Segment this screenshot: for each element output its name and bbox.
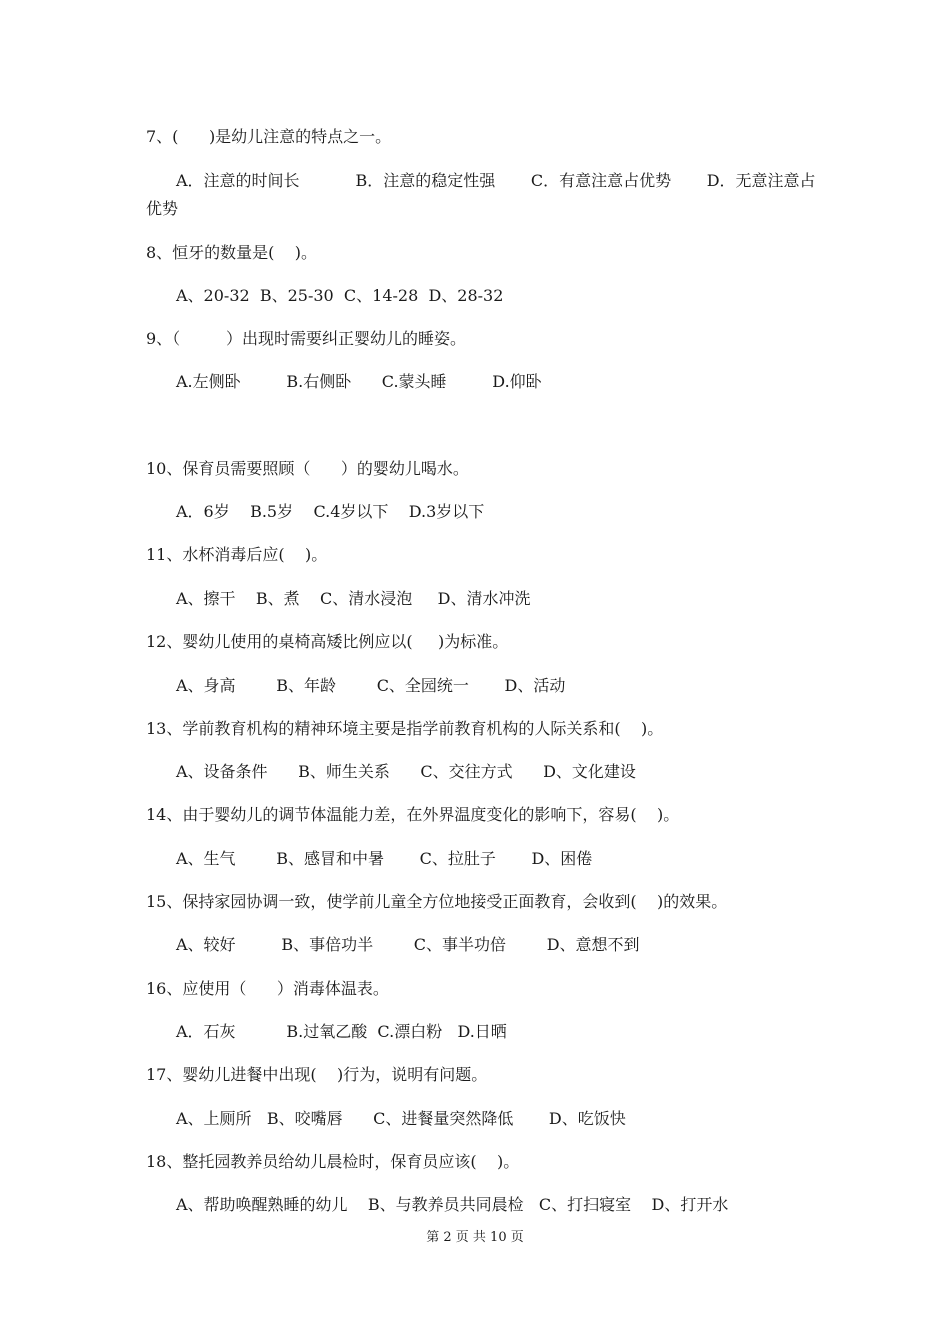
question-11: 11、水杯消毒后应( )。	[146, 545, 328, 564]
question-18-options: A、帮助唤醒熟睡的幼儿 B、与教养员共同晨检 C、打扫寝室 D、打开水	[176, 1195, 729, 1214]
question-9: 9、（ ）出现时需要纠正婴幼儿的睡姿。	[146, 329, 466, 348]
question-13: 13、学前教育机构的精神环境主要是指学前教育机构的人际关系和( )。	[146, 719, 664, 738]
question-15-options: A、较好 B、事倍功半 C、事半功倍 D、意想不到	[176, 935, 640, 954]
page-footer: 第 2 页 共 10 页	[426, 1230, 524, 1245]
question-16: 16、应使用（ ）消毒体温表。	[146, 979, 389, 998]
question-17: 17、婴幼儿进餐中出现( )行为，说明有问题。	[146, 1065, 488, 1084]
question-12: 12、婴幼儿使用的桌椅高矮比例应以( )为标准。	[146, 632, 509, 651]
question-10: 10、保育员需要照顾（ ）的婴幼儿喝水。	[146, 459, 469, 478]
question-10-options: A．6岁 B.5岁 C.4岁以下 D.3岁以下	[176, 502, 485, 521]
question-18: 18、整托园教养员给幼儿晨检时，保育员应该( )。	[146, 1152, 520, 1171]
question-13-options: A、设备条件 B、师生关系 C、交往方式 D、文化建设	[176, 762, 636, 781]
question-7: 7、( )是幼儿注意的特点之一。	[146, 127, 392, 146]
question-12-options: A、身高 B、年龄 C、全园统一 D、活动	[176, 676, 566, 695]
question-7-options: A．注意的时间长 B．注意的稳定性强 C．有意注意占优势 D．无意注意占	[176, 171, 816, 190]
question-8: 8、恒牙的数量是( )。	[146, 243, 318, 262]
question-15: 15、保持家园协调一致，使学前儿童全方位地接受正面教育，会收到( )的效果。	[146, 892, 728, 911]
question-14: 14、由于婴幼儿的调节体温能力差，在外界温度变化的影响下，容易( )。	[146, 805, 680, 824]
question-11-options: A、擦干 B、煮 C、清水浸泡 D、清水冲洗	[176, 589, 531, 608]
question-9-options: A.左侧卧 B.右侧卧 C.蒙头睡 D.仰卧	[176, 372, 542, 391]
question-17-options: A、上厕所 B、咬嘴唇 C、进餐量突然降低 D、吃饭快	[176, 1109, 626, 1128]
question-16-options: A．石灰 B.过氧乙酸 C.漂白粉 D.日晒	[176, 1022, 507, 1041]
question-14-options: A、生气 B、感冒和中暑 C、拉肚子 D、困倦	[176, 849, 593, 868]
question-7-options-wrap: 优势	[146, 199, 179, 218]
question-8-options: A、20-32 B、25-30 C、14-28 D、28-32	[176, 286, 504, 305]
